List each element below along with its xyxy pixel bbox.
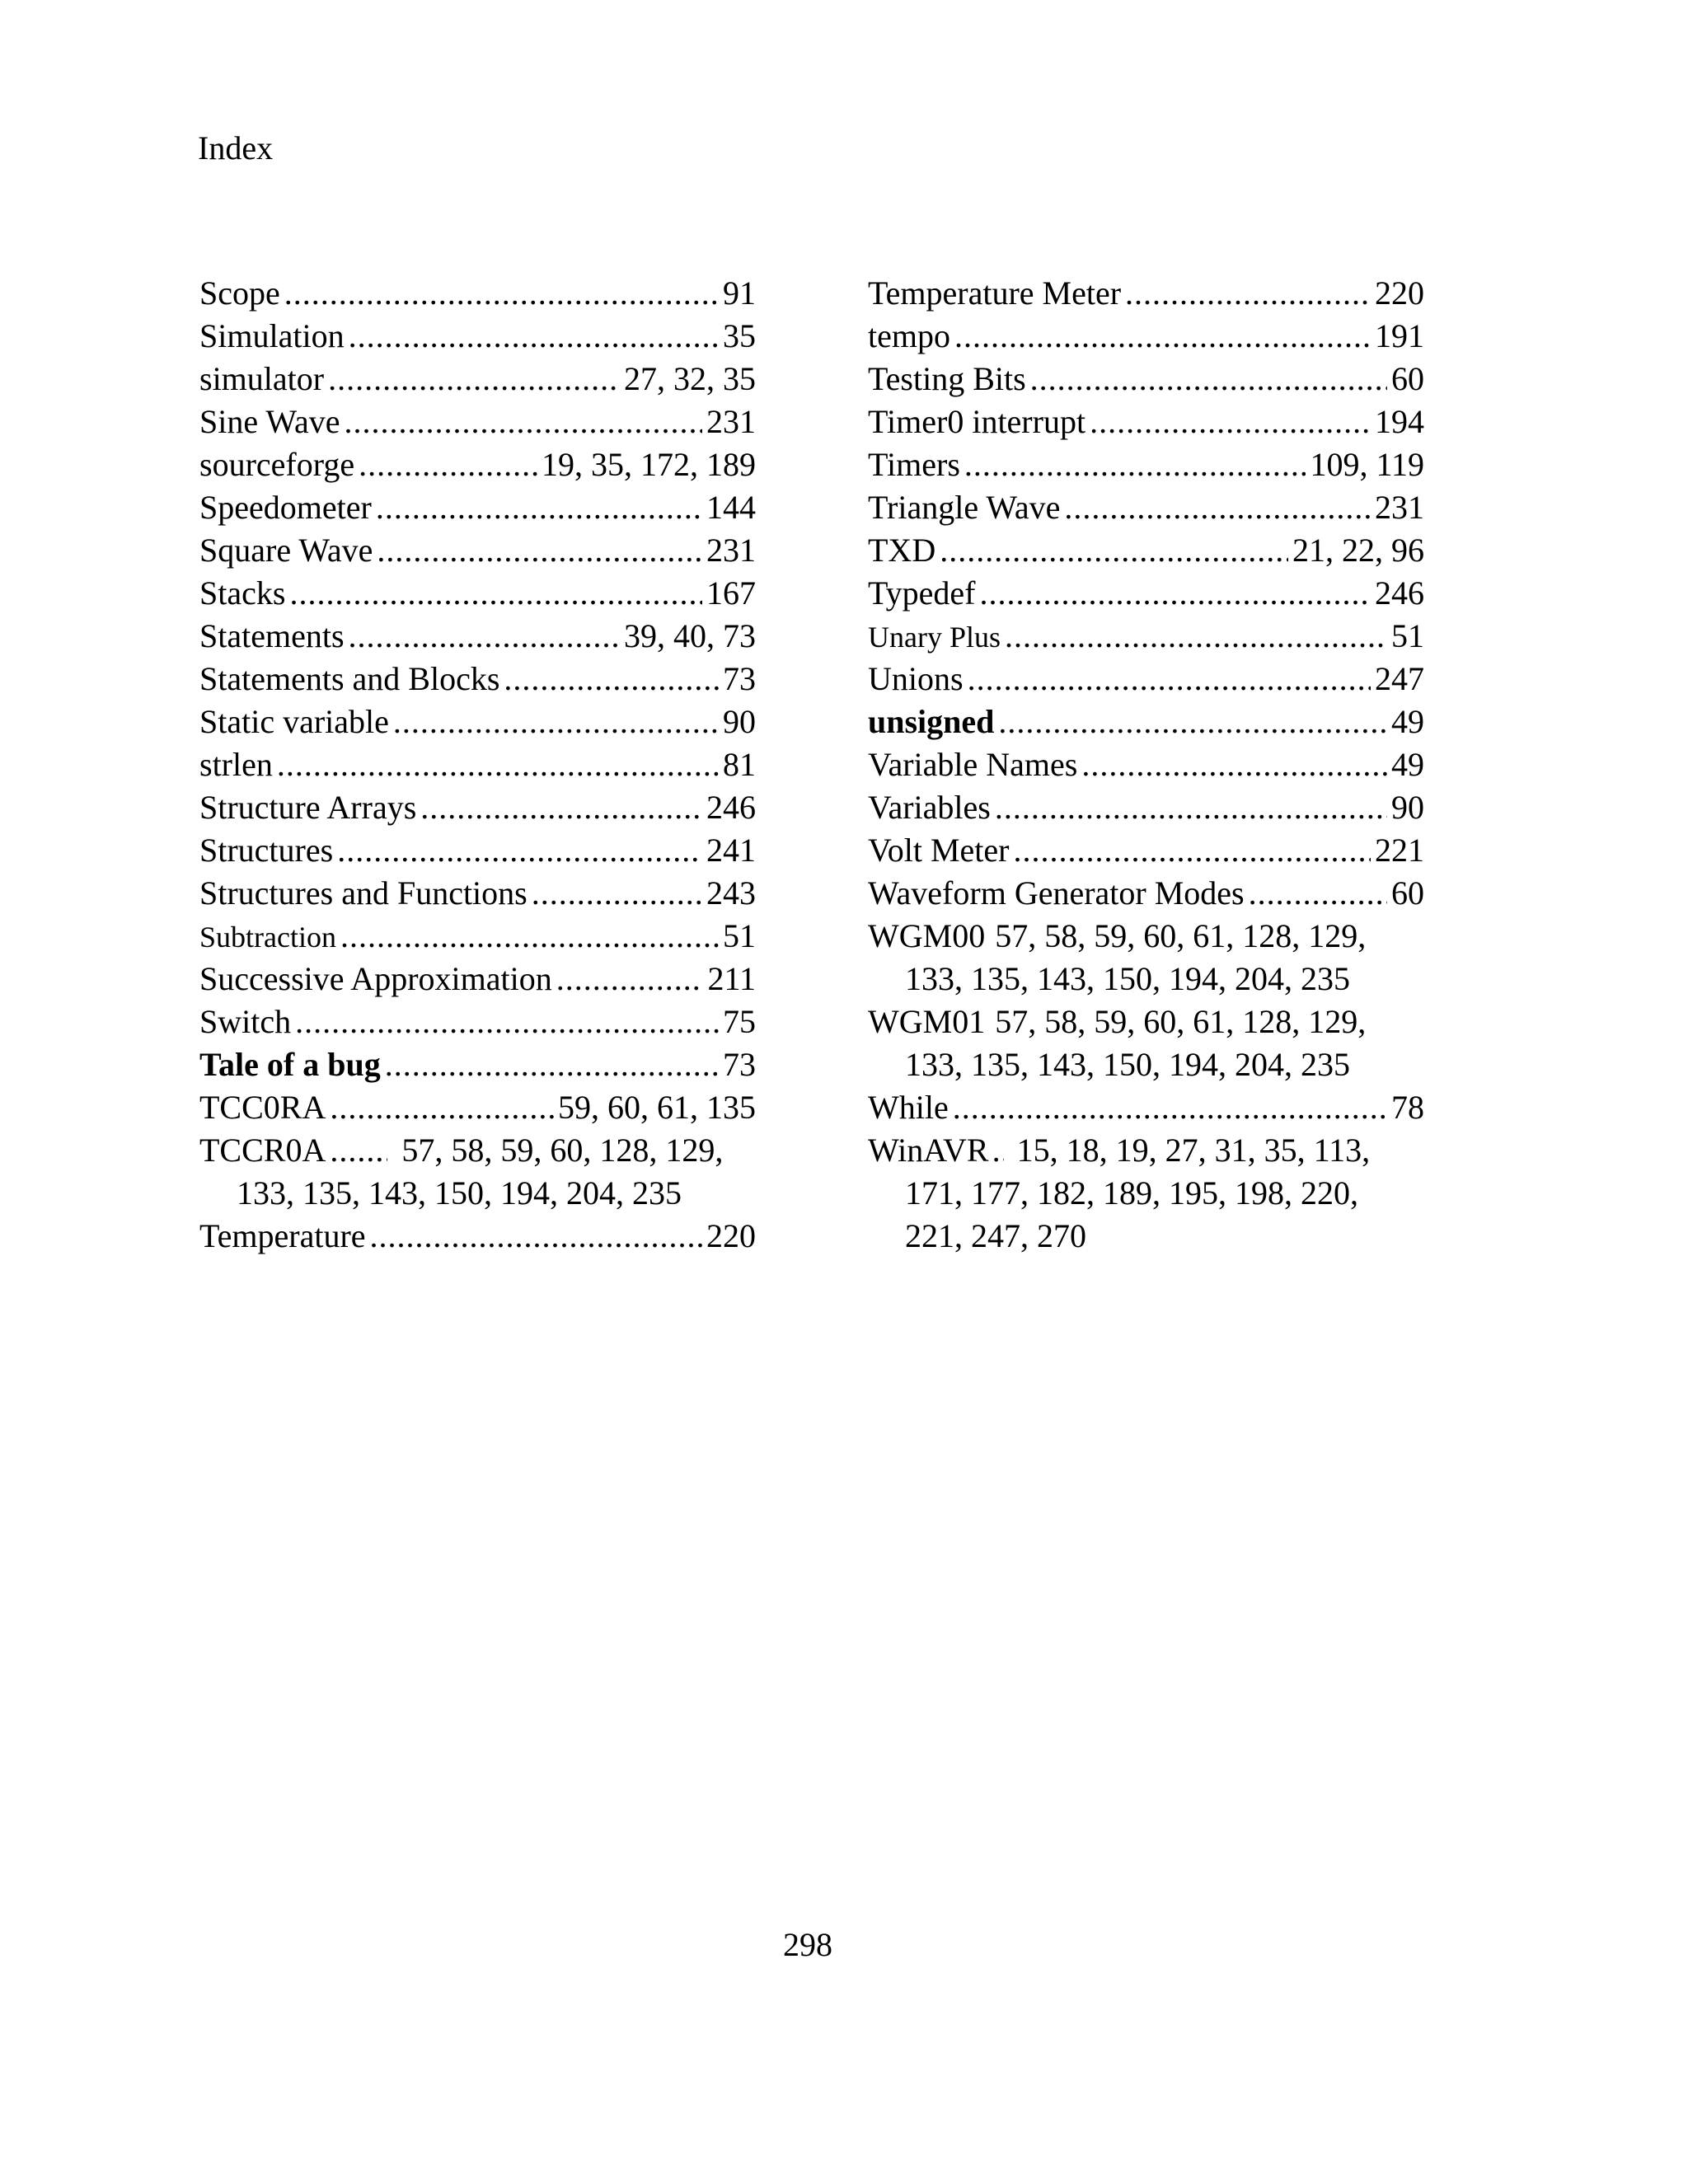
index-pages: 51 <box>1391 617 1424 654</box>
index-pages: 220 <box>1375 274 1424 312</box>
index-term: Variables <box>868 789 991 826</box>
index-term: Triangle Wave <box>868 489 1061 526</box>
index-pages: 90 <box>1391 789 1424 826</box>
index-pages: 243 <box>706 874 756 912</box>
dot-leader <box>344 401 702 443</box>
index-term: Tale of a bug <box>199 1046 381 1083</box>
index-term: sourceforge <box>199 446 355 483</box>
running-head: Index <box>198 129 274 166</box>
index-entry <box>868 272 1424 315</box>
index-entry <box>868 786 1424 829</box>
index-pages: 73 <box>723 660 756 697</box>
index-term: Temperature Meter <box>868 274 1122 312</box>
dot-leader <box>337 829 702 872</box>
index-term: WGM01 <box>868 1003 986 1040</box>
dot-leader <box>940 529 1288 572</box>
index-pages: 109, 119 <box>1310 446 1424 483</box>
index-pages: 57, 58, 59, 60, 61, 128, 129, <box>995 917 1367 954</box>
index-pages: 60 <box>1391 360 1424 397</box>
dot-leader <box>964 443 1306 486</box>
index-term: Typedef <box>868 574 976 612</box>
dot-leader <box>1013 829 1371 872</box>
dot-leader <box>330 1129 387 1172</box>
index-pages: 75 <box>723 1003 756 1040</box>
dot-leader <box>504 658 719 701</box>
index-entry <box>868 743 1424 786</box>
index-entry <box>868 572 1424 615</box>
dot-leader <box>532 872 702 915</box>
index-term: Sine Wave <box>199 403 340 440</box>
index-pages: 241 <box>706 832 756 869</box>
index-entry <box>199 1086 756 1129</box>
index-term: While <box>868 1089 949 1126</box>
index-entry-first-line <box>199 1129 756 1172</box>
index-pages: 49 <box>1391 703 1424 740</box>
index-pages: 231 <box>706 403 756 440</box>
index-pages-continuation: 221, 247, 270 <box>905 1217 1086 1254</box>
index-term: unsigned <box>868 703 995 740</box>
index-entry <box>868 915 1424 1001</box>
dot-leader <box>992 1129 1004 1172</box>
index-entry <box>868 701 1424 743</box>
index-pages: 39, 40, 73 <box>624 617 756 654</box>
index-pages: 81 <box>723 746 756 783</box>
index-term: TCC0RA <box>199 1089 326 1126</box>
dot-leader <box>953 1086 1387 1129</box>
dot-leader <box>349 615 620 658</box>
index-pages: 57, 58, 59, 60, 61, 128, 129, <box>995 1003 1367 1040</box>
index-pages: 78 <box>1391 1089 1424 1126</box>
index-pages-continuation: 133, 135, 143, 150, 194, 204, 235 <box>905 1046 1350 1083</box>
index-term: Testing Bits <box>868 360 1026 397</box>
index-pages: 15, 18, 19, 27, 31, 35, 113, <box>1016 1132 1371 1169</box>
dot-leader <box>968 658 1371 701</box>
dot-leader <box>359 443 537 486</box>
index-entry <box>199 358 756 401</box>
index-term: tempo <box>868 317 950 354</box>
dot-leader <box>998 701 1387 743</box>
index-pages: 59, 60, 61, 135 <box>558 1089 756 1126</box>
index-pages: 211 <box>707 960 756 997</box>
index-pages: 191 <box>1375 317 1424 354</box>
dot-leader <box>1090 401 1371 443</box>
index-entry <box>868 1001 1424 1086</box>
index-pages: 21, 22, 96 <box>1292 532 1424 569</box>
index-entry <box>199 401 756 443</box>
dot-leader <box>377 529 702 572</box>
index-pages: 167 <box>706 574 756 612</box>
index-entry <box>868 1129 1424 1258</box>
index-entry <box>199 701 756 743</box>
index-pages: 57, 58, 59, 60, 128, 129, <box>401 1132 724 1169</box>
index-entry <box>199 658 756 701</box>
index-entry <box>199 443 756 486</box>
index-term: Statements <box>199 617 345 654</box>
index-term: Variable Names <box>868 746 1078 783</box>
index-entry-first-line <box>868 1001 1424 1043</box>
index-entry <box>868 315 1424 358</box>
index-term: strlen <box>199 746 273 783</box>
dot-leader <box>376 486 702 529</box>
index-term: Temperature <box>199 1217 366 1254</box>
dot-leader <box>954 315 1371 358</box>
index-pages: 231 <box>706 532 756 569</box>
index-term: Unary Plus <box>868 621 1001 654</box>
index-pages: 19, 35, 172, 189 <box>542 446 756 483</box>
index-entry <box>199 915 756 958</box>
index-pages: 194 <box>1375 403 1424 440</box>
index-entry <box>199 529 756 572</box>
dot-leader <box>1030 358 1387 401</box>
dot-leader <box>995 786 1387 829</box>
dot-leader <box>370 1215 702 1258</box>
dot-leader <box>393 701 719 743</box>
index-entry <box>199 315 756 358</box>
index-pages: 144 <box>706 489 756 526</box>
index-term: Subtraction <box>199 921 336 954</box>
dot-leader <box>385 1043 719 1086</box>
index-pages: 231 <box>1375 489 1424 526</box>
index-pages: 27, 32, 35 <box>624 360 756 397</box>
dot-leader <box>289 572 702 615</box>
index-pages: 49 <box>1391 746 1424 783</box>
index-entry <box>199 872 756 915</box>
index-entry <box>199 1043 756 1086</box>
index-entry <box>868 358 1424 401</box>
index-term: Square Wave <box>199 532 373 569</box>
index-term: Unions <box>868 660 964 697</box>
dot-leader <box>1064 486 1371 529</box>
index-entry <box>868 486 1424 529</box>
index-term: Speedometer <box>199 489 372 526</box>
index-term: Scope <box>199 274 280 312</box>
index-entry <box>199 1215 756 1258</box>
index-entry <box>199 486 756 529</box>
index-entry <box>199 272 756 315</box>
index-term: Timer0 interrupt <box>868 403 1086 440</box>
index-pages: 221 <box>1375 832 1424 869</box>
index-term: Structures and Functions <box>199 874 528 912</box>
index-entry <box>868 829 1424 872</box>
index-pages: 90 <box>723 703 756 740</box>
index-pages: 51 <box>723 917 756 954</box>
index-term: Waveform Generator Modes <box>868 874 1245 912</box>
index-entry <box>868 443 1424 486</box>
index-term: Static variable <box>199 703 389 740</box>
dot-leader <box>420 786 702 829</box>
index-entry <box>868 872 1424 915</box>
index-entry <box>199 743 756 786</box>
dot-leader <box>556 958 704 1001</box>
index-entry <box>868 529 1424 572</box>
index-entry <box>868 658 1424 701</box>
index-pages: 73 <box>723 1046 756 1083</box>
index-column-right <box>868 272 1424 1258</box>
index-term: Stacks <box>199 574 286 612</box>
dot-leader <box>340 915 719 958</box>
page-number: 298 <box>783 1926 832 1963</box>
index-entry <box>199 1129 756 1215</box>
dot-leader <box>1249 872 1387 915</box>
index-pages: 220 <box>706 1217 756 1254</box>
index-pages: 60 <box>1391 874 1424 912</box>
index-entry-first-line <box>868 915 1424 958</box>
index-entry <box>199 786 756 829</box>
index-entry <box>868 401 1424 443</box>
index-pages: 247 <box>1375 660 1424 697</box>
index-term: Statements and Blocks <box>199 660 500 697</box>
index-entry <box>199 1001 756 1043</box>
index-term: WinAVR <box>868 1132 989 1169</box>
index-term: TXD <box>868 532 936 569</box>
index-pages: 246 <box>1375 574 1424 612</box>
index-pages-continuation: 171, 177, 182, 189, 195, 198, 220, <box>905 1174 1358 1212</box>
index-column-left <box>199 272 756 1258</box>
index-entry-first-line <box>868 1129 1424 1172</box>
dot-leader <box>1081 743 1387 786</box>
dot-leader <box>328 358 620 401</box>
index-pages: 91 <box>723 274 756 312</box>
dot-leader <box>1005 615 1387 658</box>
index-term: Timers <box>868 446 960 483</box>
index-term: Successive Approximation <box>199 960 552 997</box>
dot-leader <box>979 572 1371 615</box>
index-entry <box>868 615 1424 658</box>
dot-leader <box>330 1086 554 1129</box>
index-pages-continuation: 133, 135, 143, 150, 194, 204, 235 <box>905 960 1350 997</box>
index-entry <box>868 1086 1424 1129</box>
index-pages: 35 <box>723 317 756 354</box>
index-entry <box>199 615 756 658</box>
index-term: Structures <box>199 832 334 869</box>
index-term: TCCR0A <box>199 1132 326 1169</box>
dot-leader <box>349 315 719 358</box>
index-term: WGM00 <box>868 917 986 954</box>
dot-leader <box>295 1001 719 1043</box>
index-term: Volt Meter <box>868 832 1010 869</box>
dot-leader <box>1125 272 1371 315</box>
index-term: simulator <box>199 360 325 397</box>
index-entry <box>199 829 756 872</box>
index-term: Switch <box>199 1003 292 1040</box>
index-term: Simulation <box>199 317 345 354</box>
index-term: Structure Arrays <box>199 789 417 826</box>
index-entry <box>199 958 756 1001</box>
index-pages-continuation: 133, 135, 143, 150, 194, 204, 235 <box>237 1174 682 1212</box>
dot-leader <box>277 743 719 786</box>
index-pages: 246 <box>706 789 756 826</box>
dot-leader <box>284 272 719 315</box>
index-entry <box>199 572 756 615</box>
